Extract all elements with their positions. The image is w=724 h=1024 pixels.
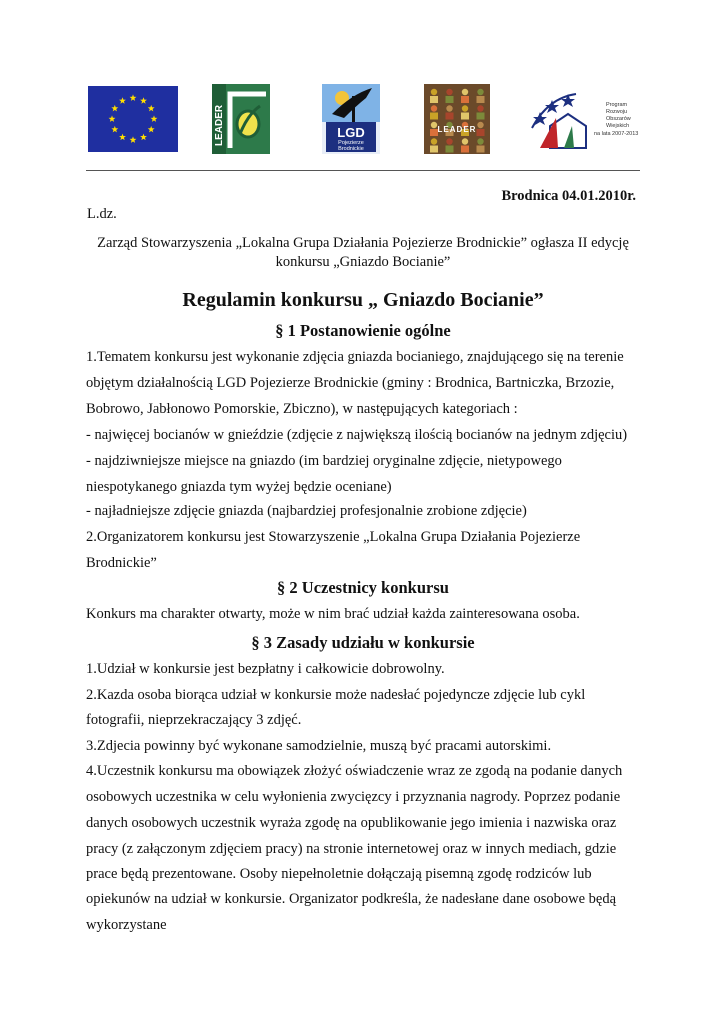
eu-flag-logo (88, 86, 178, 152)
section-3-heading: § 3 Zasady udziału w konkursie (251, 633, 475, 652)
section-3-line: 1.Udział w konkursie jest bezpłatny i całkowicie dobrowolny. (86, 661, 445, 677)
mosaic-figure-head (462, 105, 468, 111)
lgd-logo-text-line3: Brodnickie (338, 146, 364, 152)
prow-logo (528, 88, 640, 152)
mosaic-figure-head (477, 89, 483, 95)
section-1-line: Brodnickie” (86, 555, 157, 571)
section-2-line: Konkurs ma charakter otwarty, może w nim brać udział każda zainteresowana osoba. (86, 606, 580, 622)
section-2-heading: § 2 Uczestnicy konkursu (277, 578, 449, 597)
mosaic-figure-head (462, 138, 468, 144)
section-1-line: - najwięcej bocianów w gnieździe (zdjęcie z największą ilością bocianów na jednym zdjęciu) (86, 427, 628, 443)
mosaic-figure-head (477, 105, 483, 111)
mosaic-figure-head (446, 138, 452, 144)
section-1-line: Bobrowo, Jabłonowo Pomorskie, Zbiczno), w następujących kategoriach : (86, 401, 518, 417)
header-divider (86, 170, 640, 171)
mosaic-figure-body (446, 96, 454, 103)
mosaic-figure-head (431, 105, 437, 111)
mosaic-figure-body (477, 146, 485, 153)
intro-line: konkursu „Gniazdo Bocianie” (275, 254, 451, 270)
section-1-line: - najdziwniejsze miejsce na gniazdo (im bardziej oryginalne zdjęcie, nietypowego (86, 453, 562, 469)
section-1-line: 1.Tematem konkursu jest wykonanie zdjęcia gniazda bocianiego, znajdującego się na terenie (86, 349, 624, 365)
mosaic-figure-body (446, 113, 454, 120)
leader-mosaic-logo (424, 84, 490, 154)
mosaic-figure-head (477, 122, 483, 128)
section-3-line: osobowych uczestnika w celu wyłonienia zwycięzcy i przyznania nagrody. Poprzez podanie (86, 789, 621, 805)
section-1-line: objętym działalnością LGD Pojezierze Brodnickie (gminy : Brodnica, Bartniczka, Brzozie, (86, 375, 615, 391)
leader-logo (212, 84, 270, 154)
section-1-line: 2.Organizatorem konkursu jest Stowarzyszenie „Lokalna Grupa Działania Pojezierze (86, 529, 581, 545)
lgd-logo-text: LGD (337, 125, 365, 140)
letter-reference: L.dz. (87, 206, 117, 222)
section-3-line: prace będą prezentowane. Osoby niepełnoletnie dołączają pisemną zgodę rodziców lub (86, 866, 592, 882)
prow-text-5: na lata 2007-2013 (594, 131, 639, 137)
mosaic-figure-head (431, 122, 437, 128)
section-1-line: niespotykanego gniazda tym wyżej będzie oceniane) (86, 479, 392, 495)
mosaic-figure-body (477, 96, 485, 103)
section-3-line: 3.Zdjecia powinny być wykonane samodzielnie, muszą być pracami autorskimi. (86, 738, 552, 754)
section-1-line: - najładniejsze zdjęcie gniazda (najbardziej profesjonalnie zrobione zdjęcie) (86, 503, 527, 519)
mosaic-figure-head (431, 89, 437, 95)
section-3-line: pracy (z załączonym zdjęciem pracy) na stronie internetowej oraz w innych mediach, gdzie (86, 841, 617, 857)
intro-line: Zarząd Stowarzyszenia „Lokalna Grupa Działania Pojezierze Brodnickie” ogłasza II edycję (97, 235, 629, 251)
mosaic-figure-body (461, 96, 469, 103)
letter-date: Brodnica 04.01.2010r. (501, 188, 636, 204)
lgd-logo-text-line2: Pojezierze (338, 140, 364, 146)
section-3-line: wykorzystane (86, 917, 167, 933)
section-3-line: danych osobowych uczestnik wyraża zgodę na opublikowanie jego imienia i nazwiska oraz (86, 815, 617, 831)
prow-text-3: Obszarów (606, 116, 631, 122)
document-title: Regulamin konkursu „ Gniazdo Bocianie” (182, 289, 544, 311)
mosaic-figure-body (461, 146, 469, 153)
mosaic-figure-body (446, 146, 454, 153)
mosaic-figure-head (477, 138, 483, 144)
mosaic-figure-body (477, 113, 485, 120)
section-1-heading: § 1 Postanowienie ogólne (275, 321, 451, 340)
mosaic-figure-head (446, 89, 452, 95)
prow-text-4: Wiejskich (606, 123, 630, 129)
section-3-line: opiekunów na udział w konkursie. Organizator podkreśla, że nadesłane dane osobowe będą (86, 891, 617, 907)
svg-text:LEADER: LEADER (214, 104, 225, 146)
lgd-pojezierze-brodnickie-logo (322, 84, 380, 154)
mosaic-figure-body (430, 146, 438, 153)
mosaic-figure-head (446, 105, 452, 111)
mosaic-figure-head (462, 89, 468, 95)
mosaic-figure-body (477, 129, 485, 136)
mosaic-figure-body (430, 96, 438, 103)
section-3-line: 4.Uczestnik konkursu ma obowiązek złożyć oświadczenie wraz ze zgodą na podanie danych (86, 763, 623, 779)
leader-mosaic-text: LEADER (437, 125, 477, 134)
section-3-line: 2.Kazda osoba biorąca udział w konkursie może nadesłać pojedyncze zdjęcie lub cykl (86, 687, 586, 703)
logo-strip (88, 84, 640, 154)
prow-text-1: Program (606, 102, 628, 108)
mosaic-figure-body (430, 113, 438, 120)
intro-paragraph (86, 234, 640, 272)
mosaic-figure-head (431, 138, 437, 144)
section-3-line: fotografii, nieprzekraczający 3 zdjęć. (86, 712, 302, 728)
mosaic-figure-body (461, 113, 469, 120)
prow-text-2: Rozwoju (606, 109, 628, 115)
